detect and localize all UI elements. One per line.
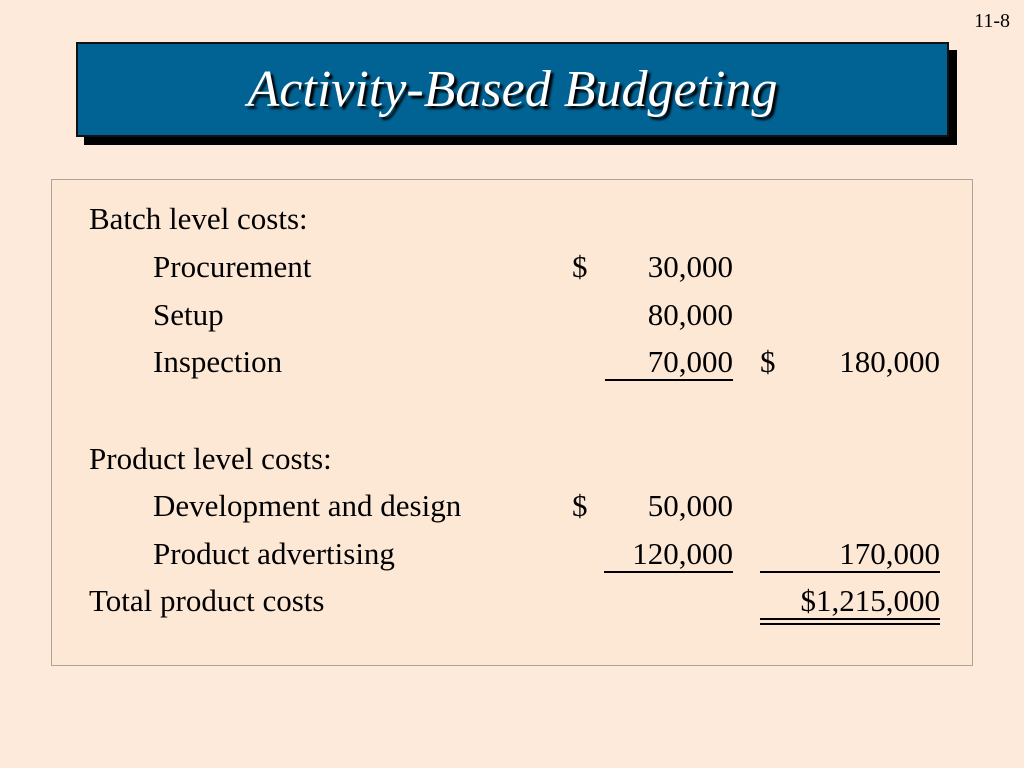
dollar-sign: $ bbox=[572, 249, 588, 284]
row-label: Procurement bbox=[153, 249, 312, 284]
amount-value: 80,000 bbox=[647, 297, 733, 332]
slide-title: Activity-Based Budgeting bbox=[247, 61, 778, 118]
total-label: Total product costs bbox=[89, 583, 325, 618]
row-label: Product advertising bbox=[153, 536, 395, 571]
row-label: Development and design bbox=[153, 488, 462, 523]
dollar-sign: $ bbox=[572, 488, 588, 523]
subtotal-value: 170,000 bbox=[839, 536, 940, 571]
table-row bbox=[52, 292, 972, 338]
table-row bbox=[52, 483, 972, 529]
subtotal-value: 180,000 bbox=[839, 344, 940, 379]
cost-table bbox=[51, 179, 973, 666]
double-underline bbox=[760, 618, 940, 620]
row-amount bbox=[572, 483, 733, 529]
underline bbox=[604, 571, 733, 573]
row-label: Inspection bbox=[153, 344, 283, 379]
total-amount: $1,215,000 bbox=[800, 583, 940, 618]
amount-value: 70,000 bbox=[647, 344, 733, 379]
row-amount bbox=[572, 244, 733, 290]
underline bbox=[605, 379, 733, 381]
underline bbox=[760, 571, 940, 573]
row-label: Setup bbox=[153, 297, 224, 332]
slide-number: 11-8 bbox=[974, 10, 1010, 32]
amount-value: 30,000 bbox=[647, 249, 733, 284]
title-banner bbox=[76, 42, 949, 137]
table-row bbox=[52, 244, 972, 290]
amount-value: 120,000 bbox=[632, 536, 733, 571]
batch-heading-row bbox=[52, 196, 972, 242]
batch-subtotal bbox=[760, 339, 940, 385]
table-row bbox=[52, 339, 972, 385]
product-heading: Product level costs: bbox=[89, 441, 332, 476]
row-amount bbox=[572, 292, 733, 338]
double-underline bbox=[760, 623, 940, 625]
batch-heading: Batch level costs: bbox=[89, 201, 308, 236]
product-heading-row bbox=[52, 436, 972, 482]
amount-value: 50,000 bbox=[647, 488, 733, 523]
dollar-sign: $ bbox=[760, 344, 776, 379]
